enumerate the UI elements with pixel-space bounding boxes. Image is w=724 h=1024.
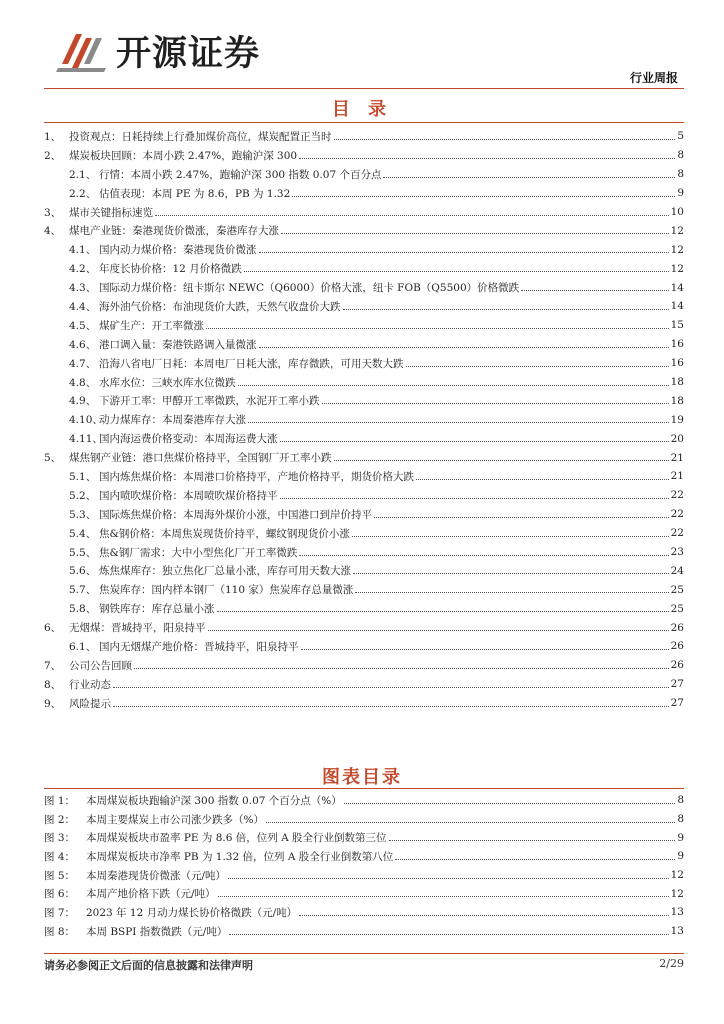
figure-entry[interactable]	[44, 791, 684, 810]
figure-entry-title: 本周主要煤炭上市公司涨少跌多（%）	[86, 813, 264, 826]
toc-entry-number: 4.1、	[69, 244, 97, 257]
dot-leader	[334, 460, 669, 461]
toc-entry-title: 焦炭库存：国内样本钢厂（110 家）焦炭库存总量微涨	[99, 584, 354, 597]
toc-entry-number: 7、	[44, 659, 62, 672]
toc-entry[interactable]	[44, 297, 684, 316]
figure-entry-page: 9	[677, 850, 684, 863]
figure-entry-number: 图 6：	[44, 888, 76, 901]
toc-entry-page: 18	[670, 394, 684, 407]
toc-entry-number: 4.3、	[69, 282, 97, 295]
figure-entry-title: 2023 年 12 月动力煤长协价格微跌（元/吨）	[86, 906, 298, 919]
figure-entry-page: 13	[670, 906, 684, 919]
toc-entry-title: 焦&钢价格：本周焦炭现货价持平，螺纹钢现货价小涨	[99, 527, 350, 540]
toc-entry[interactable]	[44, 524, 684, 543]
toc-entry-page: 15	[670, 319, 684, 332]
figure-entry-title: 本周煤炭板块跑输沪深 300 指数 0.07 个百分点（%）	[86, 794, 342, 807]
toc-entry-number: 4.6、	[69, 338, 97, 351]
toc-entry-page: 14	[670, 300, 684, 313]
figure-entry-page: 13	[670, 925, 684, 938]
figure-entry[interactable]	[44, 922, 684, 941]
dot-leader	[299, 555, 668, 556]
toc-entry-title: 公司公告回顾	[69, 659, 132, 672]
dot-leader	[343, 309, 669, 310]
toc-entry-number: 4.2、	[69, 263, 97, 276]
dot-leader	[395, 859, 675, 860]
dot-leader	[259, 347, 669, 348]
dot-leader	[299, 158, 675, 159]
toc-entry-page: 23	[670, 546, 684, 559]
figure-entry[interactable]	[44, 810, 684, 829]
toc-entry-title: 动力煤库存：本周秦港库存大涨	[99, 414, 246, 427]
toc-entry[interactable]	[44, 486, 684, 505]
dot-leader	[383, 177, 675, 178]
dot-leader	[248, 422, 669, 423]
toc-entry-page: 18	[670, 376, 684, 389]
toc-entry[interactable]	[44, 373, 684, 392]
toc-entry-number: 8、	[44, 678, 62, 691]
toc-entry[interactable]	[44, 127, 684, 146]
figure-entry-title: 本周煤炭板块市净率 PB 为 1.32 倍，位列 A 股全行业倒数第八位	[86, 850, 394, 863]
figure-entry-page: 12	[670, 869, 684, 882]
figure-entry-number: 图 2：	[44, 813, 76, 826]
toc-entry-number: 4.9、	[69, 395, 97, 408]
toc-entry-title: 煤电产业链：秦港现货价微涨，秦港库存大涨	[69, 225, 279, 238]
toc-entry-title: 国内无烟煤产地价格：晋城持平，阳泉持平	[99, 640, 299, 653]
toc-entry-page: 25	[670, 583, 684, 596]
toc-title-rule	[44, 122, 684, 123]
toc-entry-title: 风险提示	[69, 697, 111, 710]
toc-entry[interactable]	[44, 429, 684, 448]
toc-entry[interactable]	[44, 165, 684, 184]
dot-leader	[217, 611, 669, 612]
toc-entry-title: 国际动力煤价格：纽卡斯尔 NEWC（Q6000）价格大涨，纽卡 FOB（Q5500）价格微跌	[99, 282, 520, 295]
toc-entry[interactable]	[44, 335, 684, 354]
toc-entry[interactable]	[44, 618, 684, 637]
dot-leader	[281, 233, 669, 234]
toc-entry-page: 26	[670, 640, 684, 653]
toc-entry[interactable]	[44, 580, 684, 599]
dot-leader	[389, 840, 676, 841]
page-number: 2/29	[659, 957, 684, 970]
toc-entry-title: 国内喷吹煤价格：本周喷吹煤价格持平	[99, 489, 278, 502]
toc-entry-title: 沿海八省电厂日耗：本周电厂日耗大涨，库存微跌，可用天数大跌	[99, 357, 404, 370]
toc-entry-number: 2.2、	[69, 187, 97, 200]
toc-entry[interactable]	[44, 146, 684, 165]
figure-entry-number: 图 3：	[44, 832, 76, 845]
figure-entry[interactable]	[44, 884, 684, 903]
toc-entry-number: 5.1、	[69, 470, 97, 483]
figure-entry-page: 9	[677, 831, 684, 844]
dot-leader	[244, 271, 669, 272]
toc-entry-number: 6.1、	[69, 640, 97, 653]
toc-entry[interactable]	[44, 203, 684, 222]
footer-disclaimer: 请务必参阅正文后面的信息披露和法律声明	[44, 959, 253, 972]
toc-entry-title: 行业动态	[69, 678, 111, 691]
dot-leader	[292, 196, 675, 197]
dot-leader	[259, 252, 669, 253]
toc-entry-number: 4.8、	[69, 376, 97, 389]
toc-title: 目 录	[331, 99, 393, 120]
figure-entry-number: 图 8：	[44, 925, 76, 938]
figure-entry[interactable]	[44, 903, 684, 922]
figure-entry-number: 图 7：	[44, 906, 76, 919]
toc-entry[interactable]	[44, 221, 684, 240]
dot-leader	[301, 649, 669, 650]
toc-entry[interactable]	[44, 561, 684, 580]
figure-entry[interactable]	[44, 847, 684, 866]
toc-entry[interactable]	[44, 467, 684, 486]
toc-entry-title: 无烟煤：晋城持平，阳泉持平	[69, 622, 206, 635]
toc-entry-title: 国内动力煤价格：秦港现货价微涨	[99, 244, 257, 257]
toc-entry-number: 4.10、	[69, 414, 103, 427]
company-logo	[56, 24, 306, 76]
toc-entry-title: 海外油气价格：布油现货价大跌，天然气收盘价大跌	[99, 300, 341, 313]
table-of-contents	[44, 127, 684, 713]
dot-leader	[218, 896, 669, 897]
dot-leader	[113, 706, 669, 707]
figure-entry-page: 8	[677, 794, 684, 807]
toc-entry[interactable]	[44, 448, 684, 467]
toc-entry-page: 9	[677, 187, 684, 200]
toc-entry[interactable]	[44, 410, 684, 429]
toc-entry-number: 4.5、	[69, 319, 97, 332]
dot-leader	[113, 687, 669, 688]
toc-entry-title: 港口调入量：秦港铁路调入量微涨	[99, 338, 257, 351]
toc-entry-page: 12	[670, 262, 684, 275]
toc-entry-title: 下游开工率：甲醇开工率微跌，水泥开工率小跌	[99, 395, 320, 408]
figure-entry-number: 图 4：	[44, 850, 76, 863]
toc-entry-page: 8	[677, 168, 684, 181]
toc-entry-page: 22	[670, 527, 684, 540]
toc-entry-page: 12	[670, 224, 684, 237]
dot-leader	[280, 498, 669, 499]
toc-entry-number: 4.7、	[69, 357, 97, 370]
figures-title-rule	[44, 788, 684, 789]
toc-entry-title: 年度长协价格：12 月价格微跌	[99, 263, 242, 276]
figure-entry[interactable]	[44, 828, 684, 847]
toc-entry-title: 煤矿生产：开工率微涨	[99, 319, 204, 332]
toc-entry-page: 24	[670, 564, 684, 577]
toc-entry-page: 16	[670, 338, 684, 351]
dot-leader	[322, 403, 669, 404]
toc-entry-number: 5.4、	[69, 527, 97, 540]
toc-entry-page: 21	[670, 470, 684, 483]
figure-entry-title: 本周秦港现货价微涨（元/吨）	[86, 869, 227, 882]
toc-entry[interactable]	[44, 278, 684, 297]
toc-entry[interactable]	[44, 505, 684, 524]
figure-entry[interactable]	[44, 866, 684, 885]
header-rule	[44, 88, 684, 89]
toc-entry[interactable]	[44, 675, 684, 694]
dot-leader	[353, 573, 669, 574]
toc-entry[interactable]	[44, 656, 684, 675]
toc-entry[interactable]	[44, 543, 684, 562]
toc-entry-number: 5.7、	[69, 584, 97, 597]
figure-entry-title: 本周 BSPI 指数微跌（元/吨）	[86, 925, 228, 938]
figures-list	[44, 791, 684, 941]
toc-entry[interactable]	[44, 259, 684, 278]
toc-entry-number: 1、	[44, 130, 62, 143]
dot-leader	[334, 139, 676, 140]
toc-entry-page: 14	[670, 281, 684, 294]
toc-entry-title: 煤炭板块回顾：本周小跌 2.47%，跑输沪深 300	[69, 149, 298, 162]
toc-entry-title: 国际炼焦煤价格：本周海外煤价小涨，中国港口到岸价持平	[99, 508, 372, 521]
toc-entry-page: 27	[670, 678, 684, 691]
toc-entry-page: 26	[670, 621, 684, 634]
toc-entry-page: 19	[670, 413, 684, 426]
dot-leader	[406, 366, 669, 367]
toc-entry-page: 27	[670, 697, 684, 710]
dot-leader	[208, 630, 669, 631]
toc-entry-title: 煤焦钢产业链：港口焦煤价格持平，全国钢厂开工率小跌	[69, 452, 332, 465]
toc-entry-number: 9、	[44, 697, 62, 710]
toc-entry[interactable]	[44, 354, 684, 373]
toc-entry[interactable]	[44, 637, 684, 656]
toc-entry[interactable]	[44, 316, 684, 335]
dot-leader	[344, 803, 676, 804]
toc-entry-title: 国内炼焦煤价格：本周港口价格持平，产地价格持平，期货价格大跌	[99, 470, 414, 483]
toc-entry-title: 国内海运费价格变动：本周海运费大涨	[99, 433, 278, 446]
figure-entry-title: 本周煤炭板块市盈率 PE 为 8.6 倍，位列 A 股全行业倒数第三位	[86, 832, 387, 845]
figure-entry-title: 本周产地价格下跌（元/吨）	[86, 888, 216, 901]
toc-entry-number: 5.2、	[69, 489, 97, 502]
figure-entry-number: 图 5：	[44, 869, 76, 882]
toc-entry-title: 钢铁库存：库存总量小涨	[99, 603, 215, 616]
toc-entry-title: 水库水位：三峡水库水位微跌	[99, 376, 236, 389]
toc-entry-title: 行情：本周小跌 2.47%，跑输沪深 300 指数 0.07 个百分点	[99, 168, 382, 181]
dot-leader	[280, 441, 669, 442]
toc-entry-number: 5.8、	[69, 603, 97, 616]
toc-entry-number: 5.3、	[69, 508, 97, 521]
toc-entry-number: 5.5、	[69, 546, 97, 559]
toc-entry-number: 6、	[44, 622, 62, 635]
dot-leader	[374, 517, 669, 518]
toc-entry[interactable]	[44, 599, 684, 618]
toc-entry-number: 2、	[44, 149, 62, 162]
toc-entry-title: 投资观点：日耗持续上行叠加煤价高位，煤炭配置正当时	[69, 130, 332, 143]
toc-entry-number: 3、	[44, 206, 62, 219]
dot-leader	[155, 215, 669, 216]
figure-entry-number: 图 1：	[44, 794, 76, 807]
toc-entry[interactable]	[44, 391, 684, 410]
logo-text: 开源证券	[116, 34, 261, 74]
toc-entry[interactable]	[44, 240, 684, 259]
toc-entry[interactable]	[44, 694, 684, 713]
toc-entry-page: 21	[670, 451, 684, 464]
toc-entry-page: 5	[677, 130, 684, 143]
toc-entry-page: 16	[670, 357, 684, 370]
toc-entry-page: 22	[670, 508, 684, 521]
dot-leader	[352, 536, 669, 537]
toc-entry-page: 25	[670, 602, 684, 615]
page-header	[44, 14, 684, 90]
toc-entry-page: 22	[670, 489, 684, 502]
toc-entry-number: 4.11、	[69, 433, 103, 446]
toc-entry-number: 4.4、	[69, 300, 97, 313]
toc-entry[interactable]	[44, 184, 684, 203]
toc-entry-page: 10	[670, 206, 684, 218]
toc-entry-title: 炼焦煤库存：独立焦化厂总量小涨，库存可用天数大涨	[99, 565, 351, 578]
toc-entry-number: 4、	[44, 225, 62, 238]
toc-entry-number: 5.6、	[69, 565, 97, 578]
dot-leader	[228, 878, 669, 879]
dot-leader	[238, 385, 669, 386]
dot-leader	[299, 915, 668, 916]
toc-entry-number: 5、	[44, 452, 62, 465]
toc-entry-page: 8	[677, 149, 684, 162]
report-type: 行业周报	[629, 71, 678, 85]
toc-entry-page: 26	[670, 659, 684, 672]
figures-title: 图表目录	[322, 767, 402, 788]
dot-leader	[206, 328, 669, 329]
toc-entry-title: 估值表现：本周 PE 为 8.6，PB 为 1.32	[99, 187, 291, 200]
dot-leader	[229, 934, 668, 935]
dot-leader	[134, 668, 669, 669]
dot-leader	[266, 822, 675, 823]
dot-leader	[521, 290, 669, 291]
dot-leader	[416, 479, 669, 480]
toc-entry-number: 2.1、	[69, 168, 97, 181]
figure-entry-page: 12	[670, 887, 684, 900]
toc-entry-page: 20	[670, 432, 684, 445]
toc-entry-title: 煤市关键指标速览	[69, 206, 153, 219]
dot-leader	[355, 592, 668, 593]
figure-entry-page: 8	[677, 813, 684, 826]
toc-entry-title: 焦&钢厂需求：大中小型焦化厂开工率微跌	[99, 546, 298, 559]
toc-entry-page: 12	[670, 243, 684, 256]
footer-rule	[44, 953, 684, 954]
logo-mark-icon	[56, 24, 112, 76]
